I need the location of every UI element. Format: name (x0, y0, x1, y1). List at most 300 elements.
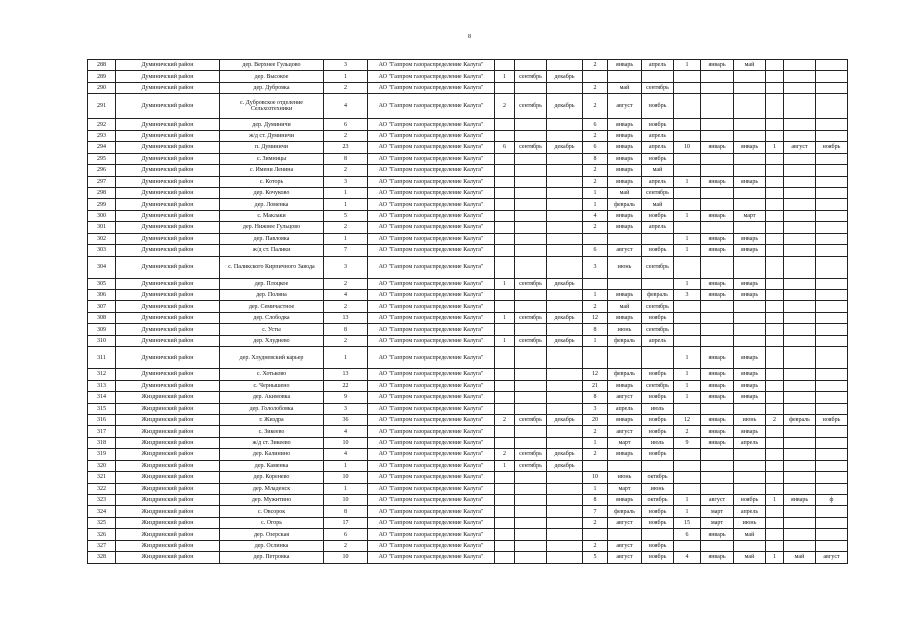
quantity-cell (766, 437, 784, 448)
quantity-cell (766, 233, 784, 244)
quantity-cell: 1 (583, 335, 608, 346)
month-cell (701, 449, 734, 460)
quantity-cell (495, 233, 515, 244)
month-cell: сентябрь (642, 82, 674, 93)
row-number: 319 (88, 449, 116, 460)
month-cell: сентябрь (515, 312, 547, 323)
month-cell: сентябрь (515, 460, 547, 471)
quantity-cell (674, 449, 701, 460)
quantity-cell: 7 (583, 506, 608, 517)
quantity-cell (766, 380, 784, 391)
month-cell: январь (608, 60, 642, 71)
district-cell: Думиничский район (116, 176, 220, 187)
month-cell: июнь (608, 324, 642, 335)
month-cell (816, 210, 848, 221)
month-cell (701, 187, 734, 198)
month-cell (784, 483, 816, 494)
count-cell: 23 (324, 142, 368, 153)
settlement-cell: с. Зимницы (220, 153, 324, 164)
quantity-cell (674, 335, 701, 346)
month-cell (816, 245, 848, 256)
month-cell: апрель (734, 437, 766, 448)
organization-cell: АО "Газпром газораспределение Калуга" (368, 199, 495, 210)
settlement-cell: дер. Хлуднево (220, 335, 324, 346)
quantity-cell: 1 (495, 460, 515, 471)
month-cell (547, 245, 583, 256)
month-cell (642, 233, 674, 244)
count-cell: 8 (324, 153, 368, 164)
count-cell: 2 (324, 165, 368, 176)
month-cell (816, 449, 848, 460)
organization-cell: АО "Газпром газораспределение Калуга" (368, 529, 495, 540)
quantity-cell (495, 199, 515, 210)
settlement-cell: дер. Каменка (220, 460, 324, 471)
quantity-cell (766, 153, 784, 164)
organization-cell: АО "Газпром газораспределение Калуга" (368, 153, 495, 164)
quantity-cell (495, 210, 515, 221)
month-cell (547, 256, 583, 278)
quantity-cell: 1 (674, 176, 701, 187)
quantity-cell (674, 403, 701, 414)
month-cell (816, 222, 848, 233)
month-cell (701, 82, 734, 93)
month-cell: март (701, 517, 734, 528)
table-row (88, 245, 848, 256)
quantity-cell: 1 (583, 199, 608, 210)
table-row (88, 426, 848, 437)
month-cell (701, 153, 734, 164)
month-cell: август (608, 540, 642, 551)
month-cell: декабрь (547, 142, 583, 153)
month-cell: май (608, 187, 642, 198)
month-cell (515, 176, 547, 187)
row-number: 322 (88, 483, 116, 494)
month-cell (784, 380, 816, 391)
table-row (88, 210, 848, 221)
row-number: 289 (88, 71, 116, 82)
month-cell (642, 347, 674, 369)
month-cell: январь (701, 290, 734, 301)
month-cell: май (734, 552, 766, 563)
table-row (88, 187, 848, 198)
organization-cell: АО "Газпром газораспределение Калуга" (368, 210, 495, 221)
organization-cell: АО "Газпром газораспределение Калуга" (368, 176, 495, 187)
month-cell (515, 437, 547, 448)
quantity-cell: 6 (583, 245, 608, 256)
month-cell: август (608, 245, 642, 256)
month-cell: май (608, 82, 642, 93)
month-cell (547, 176, 583, 187)
month-cell (816, 347, 848, 369)
table-row (88, 130, 848, 141)
settlement-cell: с. Которь (220, 176, 324, 187)
row-number: 327 (88, 540, 116, 551)
table-row (88, 495, 848, 506)
settlement-cell: дер. Гололобовка (220, 403, 324, 414)
month-cell (547, 529, 583, 540)
month-cell (784, 426, 816, 437)
month-cell: январь (608, 380, 642, 391)
month-cell: май (608, 301, 642, 312)
month-cell (642, 460, 674, 471)
month-cell (547, 403, 583, 414)
quantity-cell: 1 (674, 60, 701, 71)
organization-cell: АО "Газпром газораспределение Калуга" (368, 552, 495, 563)
quantity-cell (766, 403, 784, 414)
month-cell (515, 290, 547, 301)
row-number: 323 (88, 495, 116, 506)
settlement-cell: дер. Высокое (220, 71, 324, 82)
organization-cell: АО "Газпром газораспределение Калуга" (368, 245, 495, 256)
district-cell: Жиздринский район (116, 414, 220, 425)
month-cell: март (608, 483, 642, 494)
month-cell (784, 312, 816, 323)
district-cell: Думиничский район (116, 82, 220, 93)
district-cell: Думиничский район (116, 233, 220, 244)
month-cell (701, 472, 734, 483)
month-cell (784, 165, 816, 176)
month-cell (608, 278, 642, 289)
quantity-cell: 2 (583, 222, 608, 233)
month-cell (816, 335, 848, 346)
month-cell: ноябрь (642, 449, 674, 460)
month-cell (784, 506, 816, 517)
quantity-cell: 6 (495, 142, 515, 153)
month-cell (547, 233, 583, 244)
row-number: 324 (88, 506, 116, 517)
month-cell: май (642, 199, 674, 210)
month-cell: январь (701, 552, 734, 563)
month-cell (816, 324, 848, 335)
quantity-cell (674, 199, 701, 210)
month-cell: январь (701, 233, 734, 244)
quantity-cell: 2 (583, 82, 608, 93)
month-cell (515, 199, 547, 210)
month-cell: январь (734, 426, 766, 437)
district-cell: Думиничский район (116, 278, 220, 289)
quantity-cell (583, 347, 608, 369)
month-cell (701, 199, 734, 210)
month-cell (515, 529, 547, 540)
count-cell: 36 (324, 414, 368, 425)
quantity-cell (495, 301, 515, 312)
count-cell: 10 (324, 495, 368, 506)
gasification-schedule-table (87, 59, 848, 564)
month-cell (784, 529, 816, 540)
month-cell: август (608, 392, 642, 403)
table-row (88, 290, 848, 301)
row-number: 312 (88, 369, 116, 380)
month-cell (734, 449, 766, 460)
quantity-cell (495, 403, 515, 414)
quantity-cell (495, 245, 515, 256)
table-row (88, 222, 848, 233)
quantity-cell (495, 495, 515, 506)
row-number: 291 (88, 94, 116, 119)
month-cell: июнь (642, 483, 674, 494)
table-row (88, 335, 848, 346)
quantity-cell: 8 (583, 495, 608, 506)
month-cell (734, 199, 766, 210)
month-cell: декабрь (547, 335, 583, 346)
organization-cell: АО "Газпром газораспределение Калуга" (368, 472, 495, 483)
month-cell (701, 222, 734, 233)
month-cell (816, 60, 848, 71)
month-cell (515, 472, 547, 483)
quantity-cell (766, 82, 784, 93)
district-cell: Думиничский район (116, 301, 220, 312)
month-cell: январь (608, 130, 642, 141)
month-cell (547, 483, 583, 494)
quantity-cell (495, 472, 515, 483)
row-number: 305 (88, 278, 116, 289)
district-cell: Жиздринский район (116, 403, 220, 414)
month-cell (515, 222, 547, 233)
month-cell (816, 94, 848, 119)
month-cell: сентябрь (515, 94, 547, 119)
month-cell (784, 517, 816, 528)
quantity-cell (766, 187, 784, 198)
district-cell: Думиничский район (116, 369, 220, 380)
organization-cell: АО "Газпром газораспределение Калуга" (368, 278, 495, 289)
month-cell (701, 403, 734, 414)
month-cell (515, 210, 547, 221)
quantity-cell: 2 (495, 94, 515, 119)
district-cell: Жиздринский район (116, 495, 220, 506)
district-cell: Жиздринский район (116, 517, 220, 528)
district-cell: Жиздринский район (116, 529, 220, 540)
month-cell: декабрь (547, 278, 583, 289)
month-cell: сентябрь (642, 187, 674, 198)
quantity-cell (495, 369, 515, 380)
quantity-cell (766, 335, 784, 346)
table-row (88, 460, 848, 471)
quantity-cell (674, 301, 701, 312)
quantity-cell (766, 347, 784, 369)
month-cell: июнь (734, 414, 766, 425)
month-cell (515, 540, 547, 551)
month-cell (734, 71, 766, 82)
quantity-cell (583, 233, 608, 244)
month-cell (784, 403, 816, 414)
month-cell: январь (701, 380, 734, 391)
table-row (88, 165, 848, 176)
month-cell: январь (701, 529, 734, 540)
count-cell: 9 (324, 392, 368, 403)
month-cell (816, 301, 848, 312)
quantity-cell: 3 (583, 403, 608, 414)
row-number: 304 (88, 256, 116, 278)
month-cell (784, 256, 816, 278)
month-cell (547, 369, 583, 380)
month-cell (784, 324, 816, 335)
month-cell: январь (608, 210, 642, 221)
table-row (88, 472, 848, 483)
month-cell (816, 153, 848, 164)
month-cell: ф (816, 495, 848, 506)
row-number: 288 (88, 60, 116, 71)
quantity-cell (766, 472, 784, 483)
month-cell: январь (701, 426, 734, 437)
organization-cell: АО "Газпром газораспределение Калуга" (368, 130, 495, 141)
organization-cell: АО "Газпром газораспределение Калуга" (368, 256, 495, 278)
month-cell (547, 495, 583, 506)
settlement-cell: дер. Мужитино (220, 495, 324, 506)
month-cell: ноябрь (642, 540, 674, 551)
organization-cell: АО "Газпром газораспределение Калуга" (368, 71, 495, 82)
month-cell (784, 449, 816, 460)
month-cell: апрель (642, 60, 674, 71)
month-cell (608, 460, 642, 471)
organization-cell: АО "Газпром газораспределение Калуга" (368, 460, 495, 471)
district-cell: Думиничский район (116, 312, 220, 323)
quantity-cell (495, 392, 515, 403)
month-cell (547, 222, 583, 233)
district-cell: Думиничский район (116, 347, 220, 369)
count-cell: 10 (324, 472, 368, 483)
month-cell: июнь (608, 472, 642, 483)
table-row (88, 94, 848, 119)
district-cell: Думиничский район (116, 256, 220, 278)
month-cell: январь (734, 347, 766, 369)
organization-cell: АО "Газпром газораспределение Калуга" (368, 142, 495, 153)
table-row (88, 483, 848, 494)
month-cell (515, 256, 547, 278)
quantity-cell: 8 (583, 153, 608, 164)
month-cell: ноябрь (642, 517, 674, 528)
quantity-cell (674, 153, 701, 164)
table-row (88, 199, 848, 210)
month-cell: август (608, 94, 642, 119)
month-cell: январь (734, 245, 766, 256)
row-number: 294 (88, 142, 116, 153)
month-cell: январь (701, 437, 734, 448)
month-cell: февраль (608, 199, 642, 210)
table-row (88, 233, 848, 244)
count-cell: 6 (324, 119, 368, 130)
row-number: 320 (88, 460, 116, 471)
month-cell: ноябрь (734, 495, 766, 506)
month-cell (515, 347, 547, 369)
settlement-cell: г. Жиздра (220, 414, 324, 425)
month-cell (515, 552, 547, 563)
settlement-cell: с. Маклаки (220, 210, 324, 221)
month-cell (547, 187, 583, 198)
row-number: 309 (88, 324, 116, 335)
quantity-cell: 1 (766, 552, 784, 563)
quantity-cell (766, 517, 784, 528)
organization-cell: АО "Газпром газораспределение Калуга" (368, 222, 495, 233)
month-cell: ноябрь (816, 142, 848, 153)
month-cell (547, 60, 583, 71)
count-cell: 3 (324, 256, 368, 278)
month-cell: апрель (642, 222, 674, 233)
quantity-cell: 1 (674, 380, 701, 391)
table-row (88, 403, 848, 414)
month-cell: январь (608, 222, 642, 233)
month-cell: январь (701, 210, 734, 221)
month-cell (547, 324, 583, 335)
month-cell (816, 529, 848, 540)
quantity-cell: 1 (674, 347, 701, 369)
quantity-cell: 3 (583, 256, 608, 278)
count-cell: 1 (324, 187, 368, 198)
table-row (88, 552, 848, 563)
quantity-cell (495, 529, 515, 540)
month-cell (734, 312, 766, 323)
settlement-cell: с. Чернышено (220, 380, 324, 391)
month-cell: январь (701, 142, 734, 153)
month-cell (608, 71, 642, 82)
month-cell (515, 245, 547, 256)
month-cell (734, 324, 766, 335)
quantity-cell (766, 460, 784, 471)
month-cell: январь (608, 312, 642, 323)
month-cell (547, 347, 583, 369)
settlement-cell: дер. Дубровка (220, 82, 324, 93)
month-cell (784, 369, 816, 380)
district-cell: Жиздринский район (116, 437, 220, 448)
row-number: 303 (88, 245, 116, 256)
month-cell: ноябрь (642, 153, 674, 164)
quantity-cell (495, 130, 515, 141)
quantity-cell: 1 (495, 278, 515, 289)
month-cell (734, 256, 766, 278)
month-cell (701, 324, 734, 335)
month-cell (734, 82, 766, 93)
organization-cell: АО "Газпром газораспределение Калуга" (368, 301, 495, 312)
settlement-cell: с. Овсорок (220, 506, 324, 517)
quantity-cell (674, 324, 701, 335)
table-row (88, 176, 848, 187)
month-cell (784, 301, 816, 312)
month-cell (734, 165, 766, 176)
month-cell: июль (642, 403, 674, 414)
organization-cell: АО "Газпром газораспределение Калуга" (368, 290, 495, 301)
settlement-cell: с. Паликского Кирпичного Завода (220, 256, 324, 278)
organization-cell: АО "Газпром газораспределение Калуга" (368, 82, 495, 93)
month-cell (784, 540, 816, 551)
quantity-cell (674, 222, 701, 233)
month-cell (784, 460, 816, 471)
district-cell: Думиничский район (116, 130, 220, 141)
table-row (88, 506, 848, 517)
month-cell: август (608, 517, 642, 528)
month-cell (642, 529, 674, 540)
month-cell: январь (701, 369, 734, 380)
quantity-cell (495, 187, 515, 198)
month-cell (816, 256, 848, 278)
table-row (88, 60, 848, 71)
month-cell (547, 426, 583, 437)
quantity-cell (495, 380, 515, 391)
settlement-cell: дер. Поляна (220, 290, 324, 301)
month-cell (547, 301, 583, 312)
quantity-cell (495, 119, 515, 130)
count-cell: 10 (324, 437, 368, 448)
month-cell (784, 347, 816, 369)
quantity-cell (766, 119, 784, 130)
month-cell (515, 165, 547, 176)
month-cell (547, 392, 583, 403)
month-cell: февраль (608, 369, 642, 380)
count-cell: 3 (324, 176, 368, 187)
month-cell: август (816, 552, 848, 563)
count-cell: 2 (324, 540, 368, 551)
quantity-cell: 10 (674, 142, 701, 153)
month-cell: июнь (608, 256, 642, 278)
count-cell: 2 (324, 130, 368, 141)
